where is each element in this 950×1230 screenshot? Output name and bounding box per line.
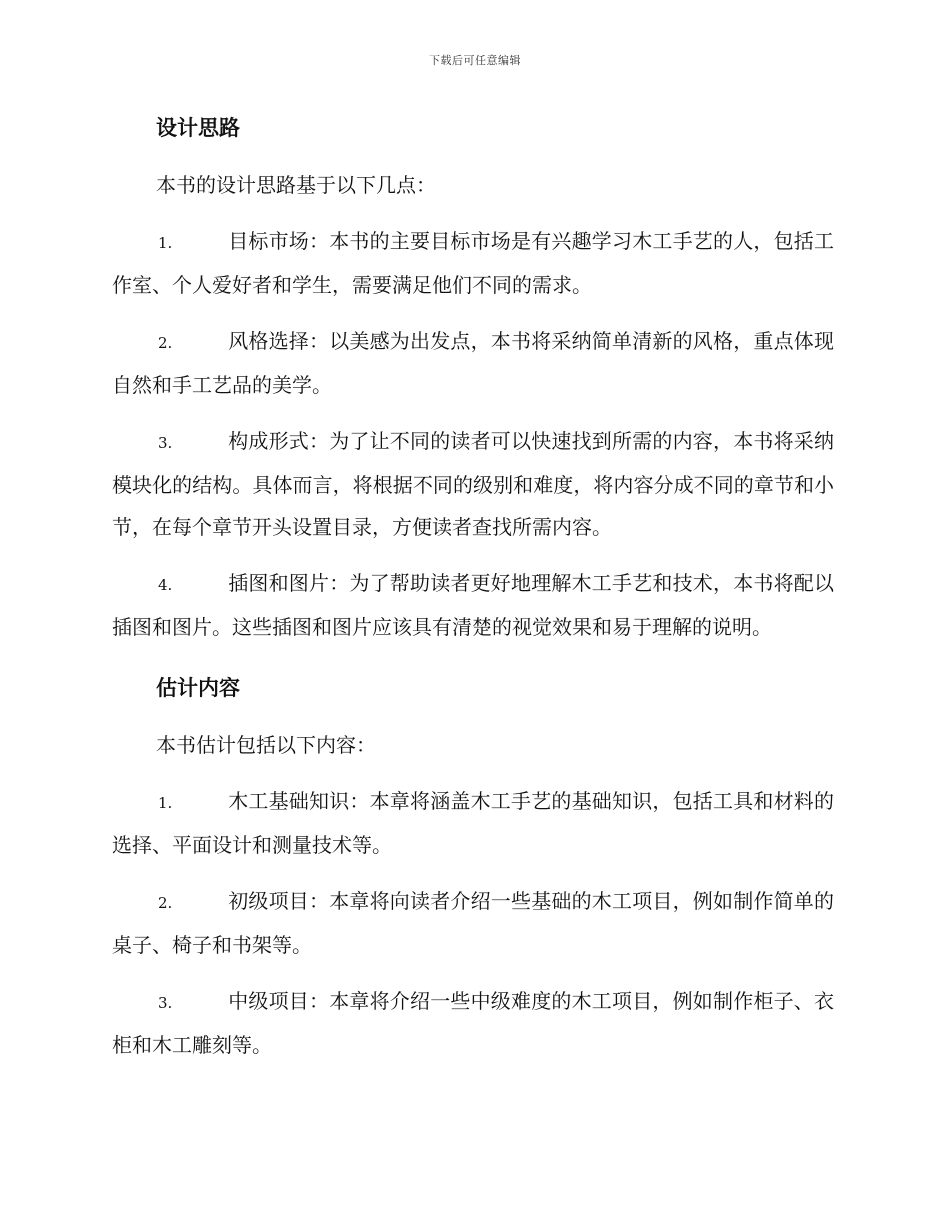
list-item-text: 风格选择：以美感为出发点，本书将采纳简单清新的风格，重点体现自然和手工艺品的美学。 — [112, 329, 834, 397]
list-item-number: 4. — [158, 576, 173, 594]
page-header: 下载后可任意编辑 — [429, 54, 521, 67]
list-item — [112, 320, 834, 406]
list-item-text: 目标市场：本书的主要目标市场是有兴趣学习木工手艺的人，包括工作室、个人爱好者和学生，需要满足他们不同的需求。 — [112, 229, 834, 297]
list-item — [112, 562, 834, 648]
list-item-number: 3. — [158, 994, 173, 1012]
list-item — [112, 420, 834, 548]
section-intro-contents: 本书估计包括以下内容： — [156, 733, 376, 757]
list-item — [112, 880, 834, 966]
list-item-text: 插图和图片：为了帮助读者更好地理解木工手艺和技术，本书将配以插图和图片。这些插图和图片应该具有清楚的视觉效果和易于理解的说明。 — [112, 571, 834, 639]
list-item-text: 初级项目：本章将向读者介绍一些基础的木工项目，例如制作简单的桌子、椅子和书架等。 — [112, 889, 834, 957]
list-item-number: 2. — [158, 894, 173, 912]
list-item — [112, 220, 834, 306]
list-item-text: 木工基础知识：本章将涵盖木工手艺的基础知识，包括工具和材料的选择、平面设计和测量技术等。 — [112, 789, 834, 857]
section-title-contents: 估计内容 — [156, 676, 240, 700]
list-item-text: 构成形式：为了让不同的读者可以快速找到所需的内容，本书将采纳模块化的结构。具体而言，将根据不同的级别和难度，将内容分成不同的章节和小节，在每个章节开头设置目录，方便读者查找所需内容。 — [112, 429, 834, 539]
list-item-text: 中级项目：本章将介绍一些中级难度的木工项目，例如制作柜子、衣柜和木工雕刻等。 — [112, 989, 834, 1057]
list-item-number: 3. — [158, 434, 173, 452]
list-item-number: 1. — [158, 234, 173, 252]
list-item — [112, 780, 834, 866]
section-intro-design: 本书的设计思路基于以下几点： — [156, 173, 436, 197]
document-body — [112, 110, 834, 1080]
list-item-number: 2. — [158, 334, 173, 352]
list-item — [112, 980, 834, 1066]
section-title-design: 设计思路 — [156, 116, 240, 140]
list-item-number: 1. — [158, 794, 173, 812]
section-spacer — [112, 662, 834, 670]
